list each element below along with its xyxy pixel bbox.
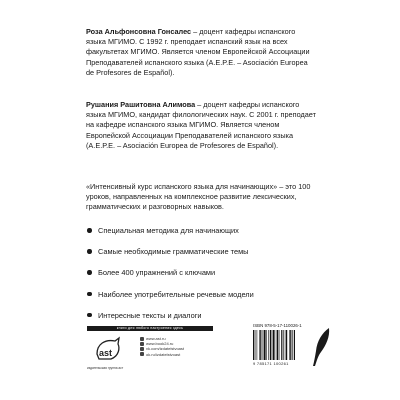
feature-item — [86, 290, 316, 300]
website-link[interactable]: ok.ru/izdatelstvoast — [146, 351, 181, 357]
website-row[interactable] — [140, 352, 184, 357]
barcode-bar — [260, 330, 261, 360]
feature-list — [86, 226, 316, 332]
isbn-label: ISBN 978-5-17-110026-1 — [253, 323, 302, 328]
bullet-dot-icon — [87, 228, 92, 233]
book-description: «Интенсивный курс испанского языка для начинающих» – это 100 уроков, направленных на комплексное развитие лексических, грамматических и разговорных навыков. — [86, 182, 311, 212]
feature-label: Специальная методика для начинающих — [98, 226, 239, 235]
website-link[interactable]: www.book24.ru — [146, 341, 174, 347]
barcode-bar — [276, 330, 277, 360]
feature-item — [86, 311, 316, 321]
website-link[interactable]: www.ast.ru — [146, 336, 166, 341]
barcode-bar — [290, 330, 291, 360]
barcode-bar — [272, 330, 273, 360]
web-icon — [140, 342, 144, 346]
web-icon — [140, 337, 144, 341]
barcode-bar — [263, 330, 264, 360]
bullet-dot-icon — [87, 270, 92, 275]
publisher-slogan: книги для любого настроения здесь — [87, 326, 213, 331]
barcode-bar — [253, 330, 254, 360]
author-name-2: Рушания Рашитовна Алимова — [86, 100, 196, 109]
author-bio-1-text: – доцент кафедры испанского языка МГИМО. С 1992 г. преподает испанский язык на всех факультетах МГИМО. Является членом Европейской Ассоциации Преподавателей испанского языка (A.E.P.E. – Asociación Europea de Profesores de Español). — [86, 27, 310, 77]
author-name-1: Роза Альфонсовна Гонсалес — [86, 27, 192, 36]
quill-icon — [312, 327, 332, 367]
barcode-bar — [279, 330, 280, 360]
feature-label: Более 400 упражнений с ключами — [98, 268, 216, 278]
barcode-bar — [281, 330, 282, 360]
barcode-bar — [286, 330, 287, 360]
author-bio-1 — [86, 27, 316, 78]
barcode-bar — [259, 330, 260, 360]
website-link[interactable]: vk.com/izdatelstvoast — [146, 346, 185, 352]
publisher-caption: издательская группа аст — [87, 366, 124, 370]
feature-item — [86, 268, 316, 278]
bullet-dot-icon — [87, 313, 92, 318]
barcode-bar — [266, 330, 267, 360]
feature-item — [86, 226, 316, 236]
barcode-digits: 9 785171 100261 — [253, 361, 289, 366]
barcode-bar — [277, 330, 278, 360]
barcode-bar — [270, 330, 271, 360]
publisher-logo — [93, 334, 123, 364]
vk-icon — [140, 347, 144, 351]
feature-label: Самые необходимые грамматические темы — [98, 247, 249, 257]
feature-label: Наиболее употребительные речевые модели — [98, 289, 254, 299]
barcode-bar — [285, 330, 286, 360]
publisher-logo-text: ast — [99, 348, 113, 358]
ok-icon — [140, 352, 144, 356]
publisher-links — [140, 336, 184, 357]
barcode — [253, 330, 309, 360]
author-bio-2 — [86, 100, 316, 151]
bullet-dot-icon — [87, 249, 92, 254]
barcode-bar — [294, 330, 295, 360]
barcode-bar — [289, 330, 290, 360]
barcode-bar — [283, 330, 284, 360]
barcode-bar — [257, 330, 258, 360]
feature-label: Интересные тексты и диалоги — [98, 310, 202, 320]
barcode-bar — [255, 330, 256, 360]
author-bio-2-text: – доцент кафедры испанского языка МГИМО, кандидат филологических наук. С 2001 г. преподает на кафедре испанского языка МГИМО. Является членом Европейской Ассоциации Преподавателей испанского языка (A.E.P.E. – Asociación Europea de Profesores de Español). — [86, 100, 316, 150]
bullet-dot-icon — [87, 292, 92, 297]
barcode-bar — [268, 330, 269, 360]
barcode-bar — [292, 330, 293, 360]
barcode-bar — [273, 330, 275, 360]
feature-item — [86, 247, 316, 257]
barcode-bar — [264, 330, 266, 360]
